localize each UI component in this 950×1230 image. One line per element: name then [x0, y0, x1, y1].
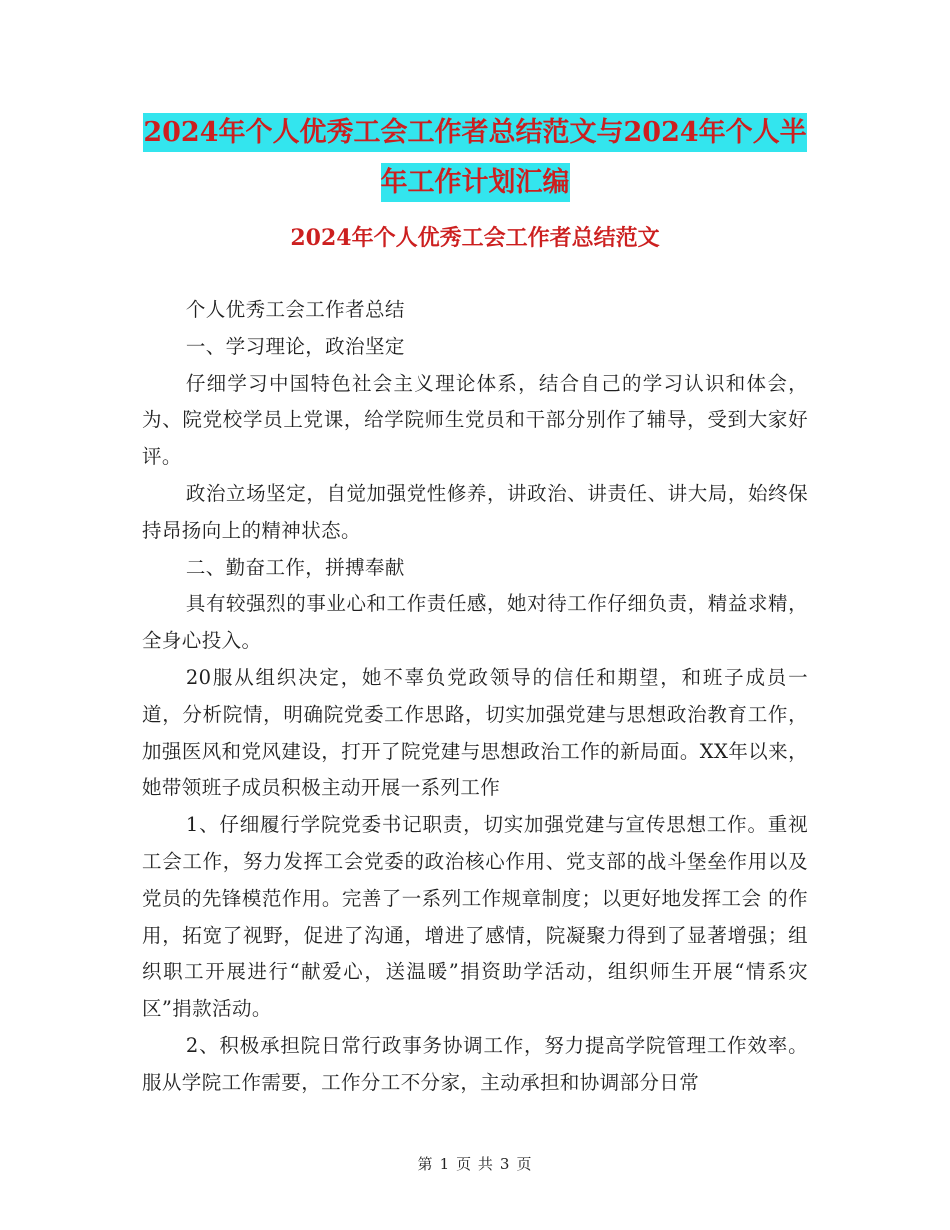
- document-body: [142, 292, 808, 1102]
- paragraph: 个人优秀工会工作者总结: [185, 298, 405, 321]
- footer-page-number: 1: [439, 1155, 451, 1173]
- footer-suffix: 页: [516, 1155, 533, 1173]
- paragraph: 政治立场坚定，自觉加强党性修养，讲政治、讲责任、讲大局，始终保持昂扬向上的精神状态。: [142, 481, 808, 542]
- paragraph: 2、积极承担院日常行政事务协调工作，努力提高学院管理工作效率。服从学院工作需要，工作分工不分家，主动承担和协调部分日常: [142, 1033, 808, 1094]
- paragraph: 20服从组织决定，她不辜负党政领导的信任和期望，和班子成员一道，分析院情，明确院党委工作思路，切实加强党建与思想政治教育工作，加强医风和党风建设，打开了院党建与思想政治工作的新局面。XX年以来，她带领班子成员积极主动开展一系列工作: [142, 665, 808, 800]
- document-title-text: 2024年个人优秀工会工作者总结范文与2024年个人半年工作计划汇编: [143, 113, 806, 202]
- document-title: [140, 108, 810, 208]
- footer-prefix: 第: [417, 1155, 434, 1173]
- section-title: 2024年个人优秀工会工作者总结范文: [290, 225, 660, 251]
- paragraph: 1、仔细履行学院党委书记职责，切实加强党建与宣传思想工作。重视工会工作，努力发挥工会党委的政治核心作用、党支部的战斗堡垒作用以及党员的先锋模范作用。完善了一系列工作规章制度；以更好地发挥工会 的作用，拓宽了视野，促进了沟通，增进了感情，院凝聚力得到了显著增强；组织职工开展进行“献爱心，送温暖”捐资助学活动，组织师生开展“情系灾区”捐款活动。: [142, 813, 808, 1021]
- footer-total-pages: 3: [499, 1155, 511, 1173]
- paragraph: 一、学习理论，政治坚定: [185, 334, 405, 358]
- paragraph: 具有较强烈的事业心和工作责任感，她对待工作仔细负责，精益求精，全身心投入。: [142, 592, 808, 653]
- footer-middle: 页 共: [456, 1155, 494, 1173]
- page-footer: [0, 1153, 950, 1175]
- paragraph: 仔细学习中国特色社会主义理论体系，结合自己的学习认识和体会，为、院党校学员上党课，给学院师生党员和干部分别作了辅导，受到大家好评。: [142, 371, 808, 469]
- paragraph: 二、勤奋工作，拼搏奉献: [185, 555, 405, 579]
